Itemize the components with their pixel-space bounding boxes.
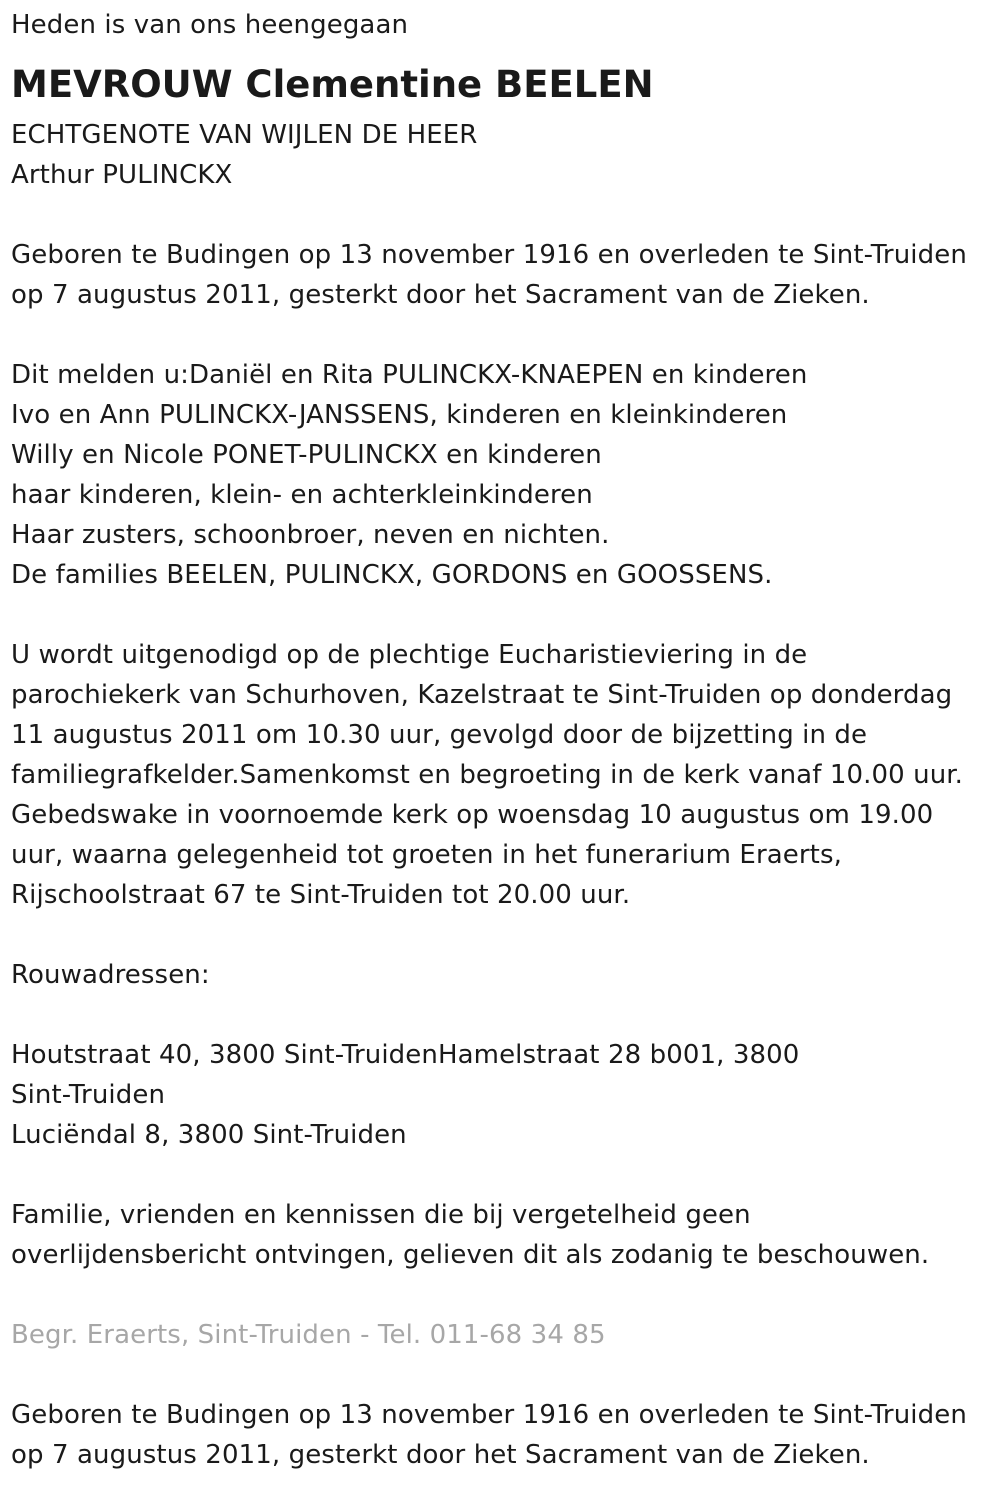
deceased-name: MEVROUW Clementine BEELEN	[11, 63, 654, 106]
paragraph-line: parochiekerk van Schurhoven, Kazelstraat te Sint-Truiden op donderdag	[11, 680, 953, 710]
paragraph-line: U wordt uitgenodigd op de plechtige Eucharistieviering in de	[11, 640, 808, 670]
paragraph-line: Dit melden u:Daniël en Rita PULINCKX-KNAEPEN en kinderen	[11, 360, 808, 390]
paragraph-line: Geboren te Budingen op 13 november 1916 en overleden te Sint-Truiden	[11, 1400, 967, 1430]
notice-paragraph	[11, 1195, 991, 1275]
spacer	[11, 315, 991, 355]
paragraph-line: Ivo en Ann PULINCKX-JANSSENS, kinderen en kleinkinderen	[11, 400, 788, 430]
address-line: Luciëndal 8, 3800 Sint-Truiden	[11, 1120, 407, 1150]
address-line: Houtstraat 40, 3800 Sint-TruidenHamelstraat 28 b001, 3800	[11, 1040, 800, 1070]
spacer	[11, 1355, 991, 1395]
paragraph-line: overlijdensbericht ontvingen, gelieven dit als zodanig te beschouwen.	[11, 1240, 930, 1270]
paragraph-line: op 7 augustus 2011, gesterkt door het Sacrament van de Zieken.	[11, 1440, 870, 1470]
paragraph-line: Gebedswake in voornoemde kerk op woensdag 10 augustus om 19.00	[11, 800, 934, 830]
spacer	[11, 915, 991, 955]
spouse-title: ECHTGENOTE VAN WIJLEN DE HEER	[11, 120, 478, 150]
addresses-heading: Rouwadressen:	[11, 960, 210, 990]
obituary-notice	[11, 5, 991, 1475]
paragraph-line: Rijschoolstraat 67 te Sint-Truiden tot 20.00 uur.	[11, 880, 631, 910]
spacer	[11, 1155, 991, 1195]
paragraph-line: Haar zusters, schoonbroer, neven en nichten.	[11, 520, 610, 550]
paragraph-line: 11 augustus 2011 om 10.30 uur, gevolgd door de bijzetting in de	[11, 720, 868, 750]
paragraph-line: haar kinderen, klein- en achterkleinkinderen	[11, 480, 593, 510]
footer-birth-death-paragraph	[11, 1395, 991, 1475]
paragraph-line: Familie, vrienden en kennissen die bij vergetelheid geen	[11, 1200, 751, 1230]
paragraph-line: Willy en Nicole PONET-PULINCKX en kinderen	[11, 440, 602, 470]
paragraph-line: op 7 augustus 2011, gesterkt door het Sacrament van de Zieken.	[11, 280, 870, 310]
spacer	[11, 195, 991, 235]
address-line: Sint-Truiden	[11, 1080, 166, 1110]
birth-death-paragraph	[11, 235, 991, 315]
paragraph-line: familiegrafkelder.Samenkomst en begroeting in de kerk vanaf 10.00 uur.	[11, 760, 964, 790]
undertaker-contact: Begr. Eraerts, Sint-Truiden - Tel. 011-68 34 85	[11, 1320, 606, 1350]
paragraph-line: uur, waarna gelegenheid tot groeten in het funerarium Eraerts,	[11, 840, 842, 870]
spacer	[11, 1275, 991, 1315]
paragraph-line: De families BEELEN, PULINCKX, GORDONS en GOOSSENS.	[11, 560, 773, 590]
addresses-paragraph	[11, 1035, 991, 1155]
paragraph-line: Geboren te Budingen op 13 november 1916 en overleden te Sint-Truiden	[11, 240, 967, 270]
spacer	[11, 595, 991, 635]
ceremony-paragraph	[11, 635, 991, 915]
family-paragraph	[11, 355, 991, 595]
spacer	[11, 995, 991, 1035]
spouse-name: Arthur PULINCKX	[11, 160, 233, 190]
intro-text: Heden is van ons heengegaan	[11, 10, 409, 40]
